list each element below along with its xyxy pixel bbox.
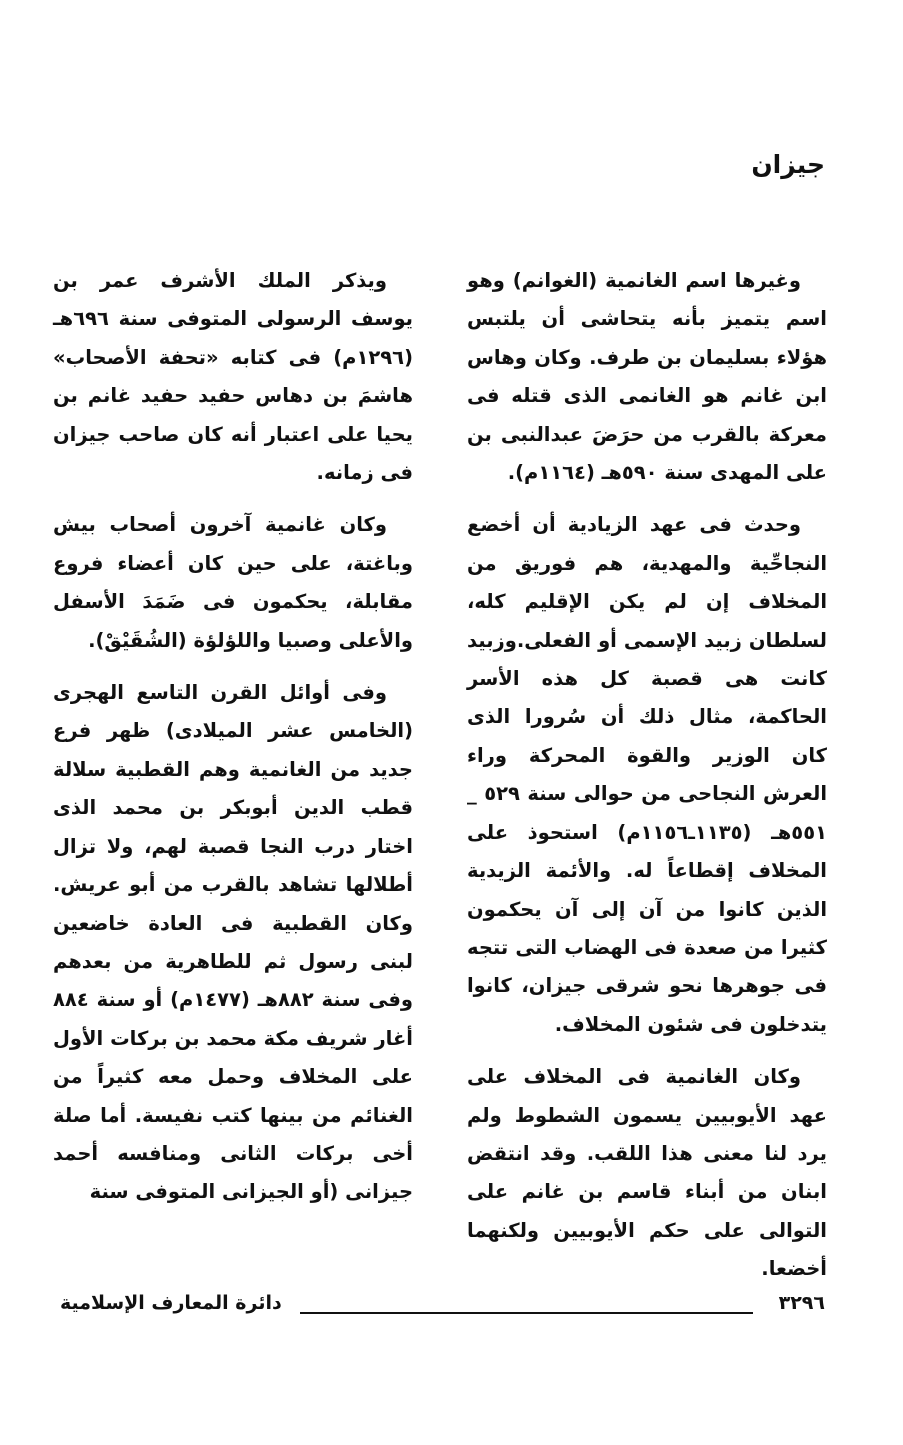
right-column-paragraph-2: وحدث فى عهد الزيادية أن أخضع النجاحِّية والمهدية، هم فوريق من المخلاف إن لم يكن الإقليم كله، لسلطان زبيد الإسمى أو الفعلى.وزبيد كانت هى قصبة كل هذه الأسر الحاكمة، مثال ذلك أن سُرورا الذى كان الوزير والقوة المحركة وراء العرش النجاحى من حوالى سنة ٥٢٩ _ ٥٥١هـ (١١٣٥ـ١١٥٦م) استحوذ على المخلاف إقطاعاً له. والأئمة الزيدية الذين كانوا من آن إلى آن يحكمون كثيرا من صعدة فى الهضاب التى تتجه فى جوهرها نحو شرقى جيزان، كانوا يتدخلون فى شئون المخلاف. [467,513,828,1036]
left-column-paragraph-2: وكان غانمية آخرون أصحاب بيش وباغتة، على حين كان أعضاء فروع مقابلة، يحكمون فى ضَمَدَ الأسفل والأعلى وصبيا واللؤلؤة (الشُقَيْقْ). [53,513,413,652]
running-head-title: جيزان [751,150,825,179]
left-column-paragraph-1: ويذكر الملك الأشرف عمر بن يوسف الرسولى المتوفى سنة ٦٩٦هـ (١٢٩٦م) فى كتابه «تحفة الأصحاب» هاشمَ بن دهاس حفيد حفيد غانم بن يحيا على اعتبار أنه كان صاحب جيزان فى زمانه. [53,269,413,485]
page-number: ٣٢٩٦ [778,1292,825,1314]
publication-title: دائرة المعارف الإسلامية [60,1292,282,1314]
left-column-paragraph-3: وفى أوائل القرن التاسع الهجرى (الخامس عشر الميلادى) ظهر فرع جديد من الغانمية وهم القطبية سلالة قطب الدين أبوبكر بن محمد الذى اختار درب النجا قصبة لهم، ولا تزال أطلالها تشاهد بالقرب من أبو عريش. وكان القطبية فى العادة خاضعين لبنى رسول ثم للطاهرية من بعدهم وفى سنة ٨٨٢هـ (١٤٧٧م) أو سنة ٨٨٤ أغار شريف مكة محمد بن بركات الأول على المخلاف وحمل معه كثيراً من الغنائم من بينها كتب نفيسة. أما صلة أخى بركات الثانى ومنافسه أحمد جيزانى (أو الجيزانى المتوفى سنة [53,681,413,1204]
footer-rule [300,1312,753,1314]
right-column-paragraph-1: وغيرها اسم الغانمية (الغوانم) وهو اسم يتميز بأنه يتحاشى أن يلتبس هؤلاء بسليمان بن طرف. وكان وهاس ابن غانم هو الغانمى الذى قتله فى معركة بالقرب من حرَضَ عبدالنبى بن على المهدى سنة ٥٩٠هـ (١١٦٤م). [467,269,827,485]
page-footer [60,1290,825,1330]
right-text-column [467,262,827,1303]
right-column-paragraph-3: وكان الغانمية فى المخلاف على عهد الأيوبيين يسمون الشطوط ولم يرد لنا معنى هذا اللقب. وقد انتقض ابنان من أبناء قاسم بن غانم على التوالى على حكم الأيوبيين ولكنهما أخضعا. [467,1065,827,1281]
left-text-column [53,262,413,1226]
